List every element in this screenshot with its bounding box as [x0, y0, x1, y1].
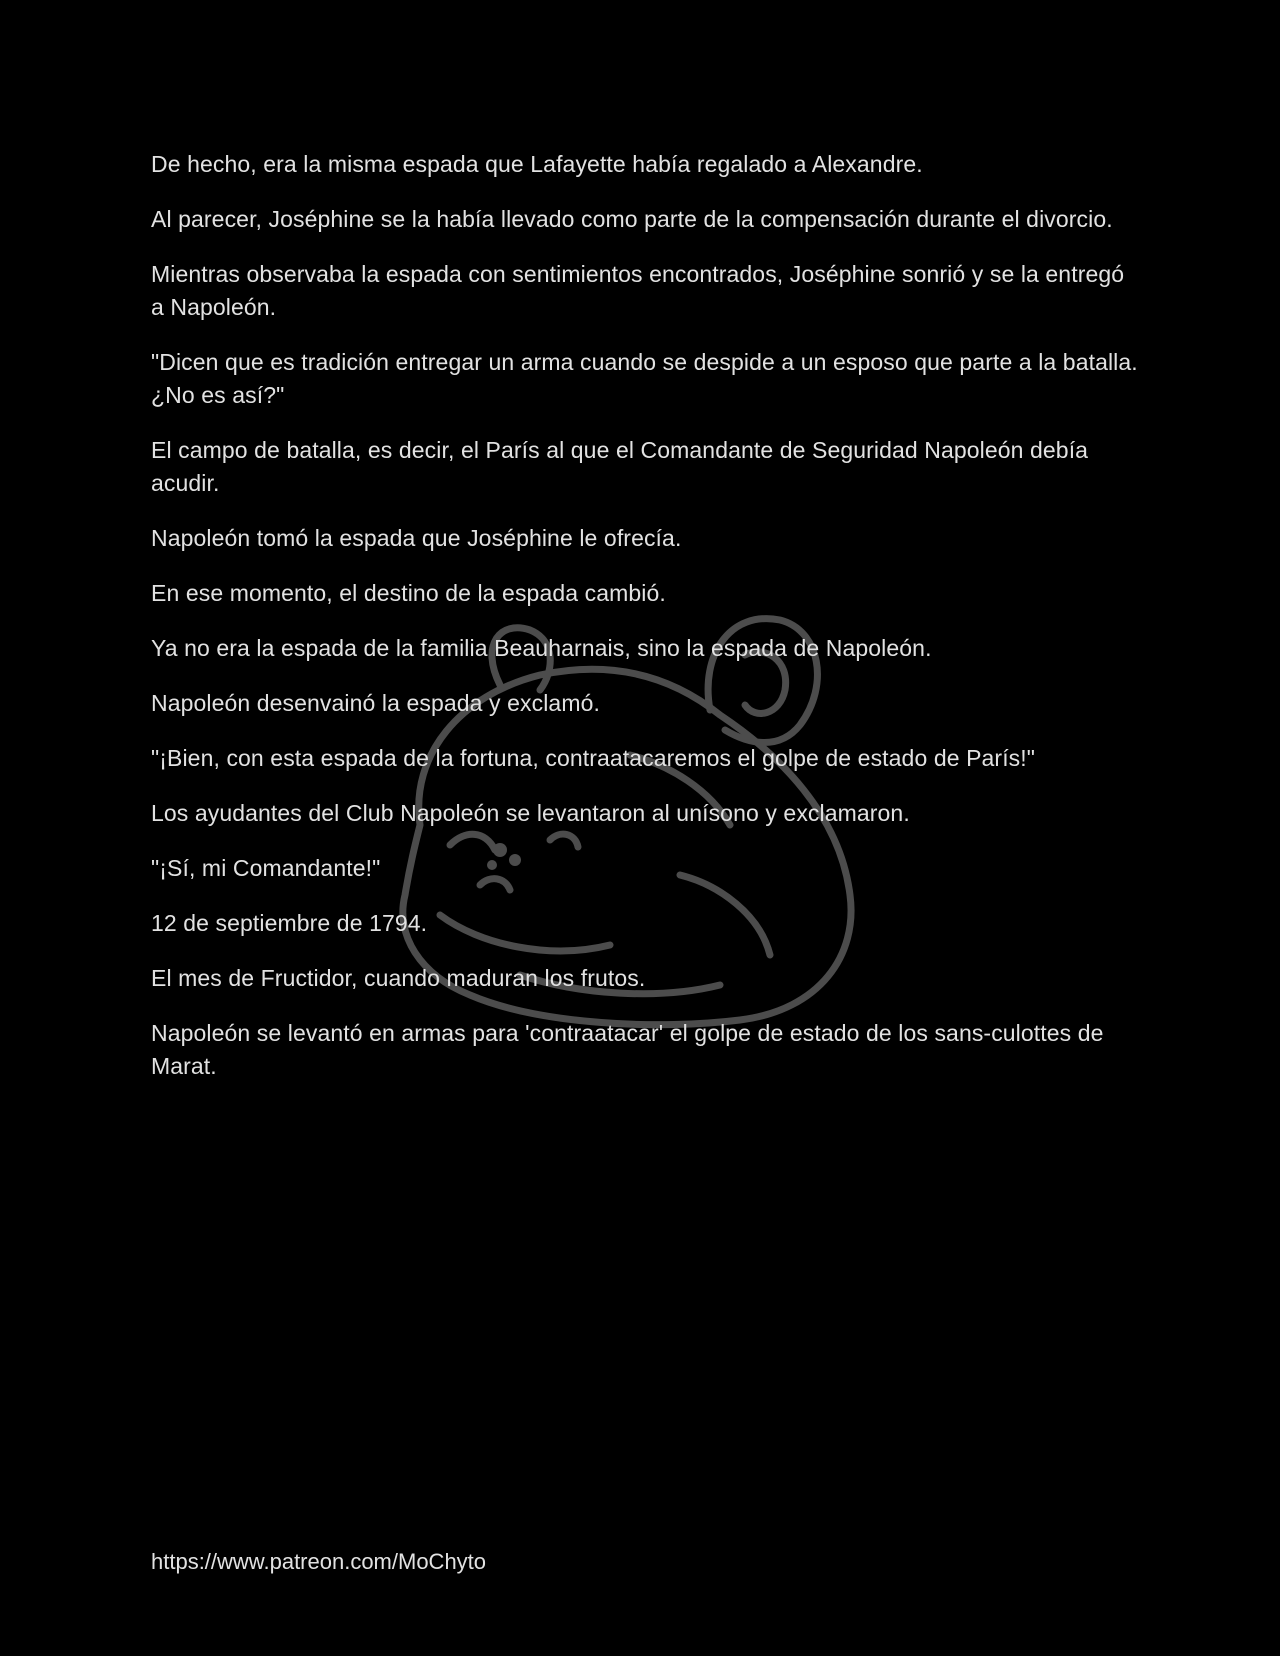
paragraph: En ese momento, el destino de la espada cambió.	[151, 580, 666, 606]
story-text	[151, 148, 1141, 1105]
paragraph: El mes de Fructidor, cuando maduran los frutos.	[151, 965, 646, 991]
paragraph: Mientras observaba la espada con sentimientos encontrados, Joséphine sonrió y se la entregó a Napoleón.	[151, 261, 1125, 320]
paragraph: "¡Sí, mi Comandante!"	[151, 855, 381, 881]
paragraph: De hecho, era la misma espada que Lafayette había regalado a Alexandre.	[151, 151, 923, 177]
paragraph: Los ayudantes del Club Napoleón se levantaron al unísono y exclamaron.	[151, 800, 910, 826]
paragraph: Napoleón tomó la espada que Joséphine le ofrecía.	[151, 525, 682, 551]
patreon-link[interactable]: https://www.patreon.com/MoChyto	[151, 1549, 487, 1574]
paragraph: 12 de septiembre de 1794.	[151, 910, 428, 936]
paragraph: El campo de batalla, es decir, el París al que el Comandante de Seguridad Napoleón debía acudir.	[151, 437, 1089, 496]
paragraph: "Dicen que es tradición entregar un arma cuando se despide a un esposo que parte a la batalla. ¿No es así?"	[151, 349, 1138, 408]
paragraph: Ya no era la espada de la familia Beauharnais, sino la espada de Napoleón.	[151, 635, 932, 661]
paragraph: "¡Bien, con esta espada de la fortuna, contraatacaremos el golpe de estado de París!"	[151, 745, 1036, 771]
paragraph: Napoleón se levantó en armas para 'contraatacar' el golpe de estado de los sans-culottes de Marat.	[151, 1020, 1104, 1079]
paragraph: Al parecer, Joséphine se la había llevado como parte de la compensación durante el divorcio.	[151, 206, 1113, 232]
paragraph: Napoleón desenvainó la espada y exclamó.	[151, 690, 600, 716]
